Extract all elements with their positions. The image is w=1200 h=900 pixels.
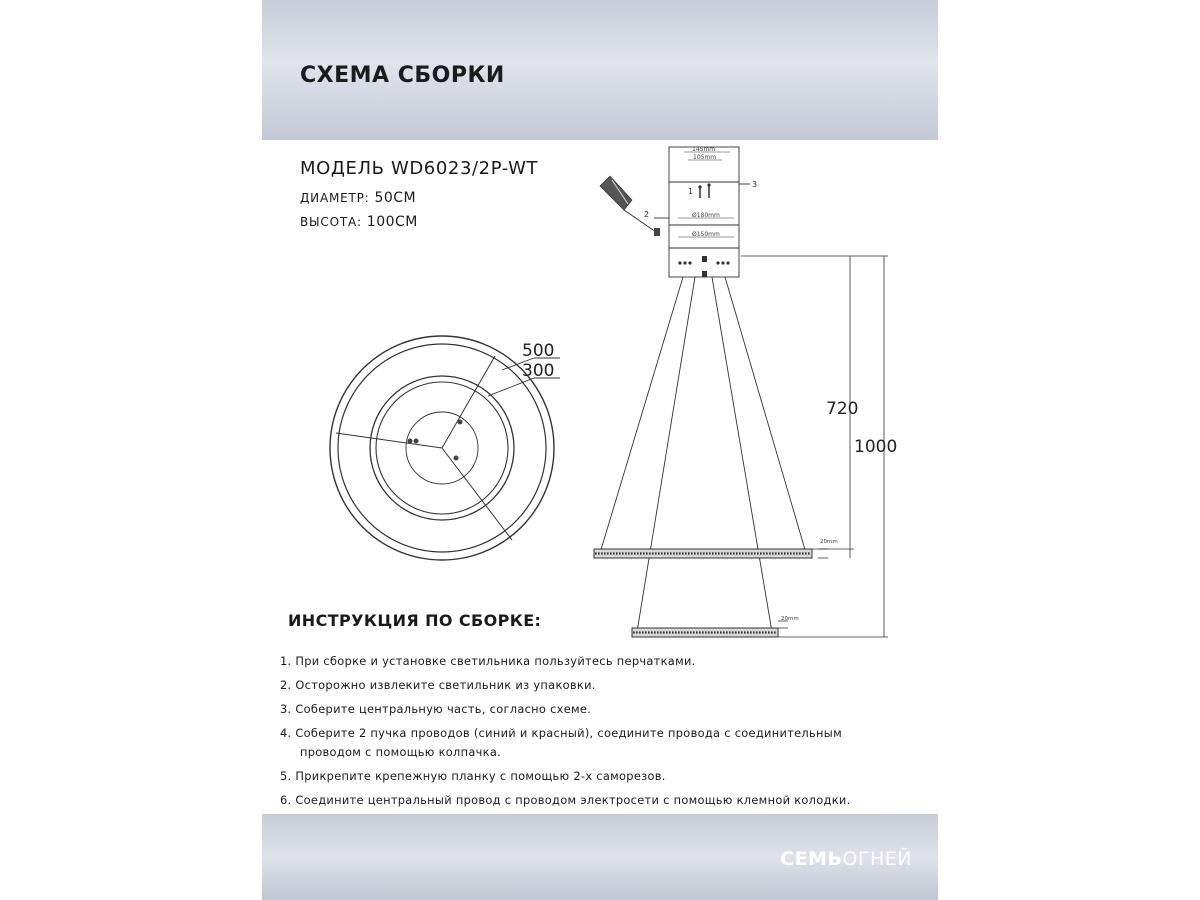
header-band bbox=[262, 0, 938, 140]
connector-detail bbox=[654, 228, 660, 236]
instruction-step: 5. Прикрепите крепежную планку с помощью 2-х саморезов. bbox=[280, 769, 666, 783]
side-view-drawing bbox=[592, 140, 938, 650]
instructions-title: ИНСТРУКЦИЯ ПО СБОРКЕ: bbox=[288, 611, 542, 630]
instruction-step: 1. При сборке и установке светильника пользуйтесь перчатками. bbox=[280, 654, 696, 668]
dim-720: 720 bbox=[826, 399, 859, 419]
instruction-step: 2. Осторожно извлеките светильник из упаковки. bbox=[280, 678, 596, 692]
instruction-step: 3. Соберите центральную часть, согласно схеме. bbox=[280, 702, 592, 716]
callout-3: 3 bbox=[752, 180, 758, 189]
suspension-cables bbox=[600, 277, 806, 632]
footer-band bbox=[262, 814, 938, 900]
page-title: СХЕМА СБОРКИ bbox=[300, 63, 505, 88]
top-view-drawing bbox=[322, 330, 582, 590]
mount-points bbox=[408, 420, 463, 461]
diameter-value: 50СМ bbox=[374, 190, 417, 206]
diameter-label: ДИАМЕТР: bbox=[300, 191, 370, 205]
canopy-dim-145: 145mm bbox=[692, 146, 716, 153]
model-number: МОДЕЛЬ WD6023/2P-WT bbox=[300, 158, 539, 179]
bracket-detail bbox=[600, 176, 632, 210]
canopy-dim-150: Ø150mm bbox=[692, 231, 720, 238]
upper-ring-profile bbox=[632, 628, 778, 637]
lower-ring-profile bbox=[594, 549, 812, 558]
canopy-connectors bbox=[678, 256, 729, 277]
wire-detail bbox=[624, 210, 656, 232]
instruction-step: 4. Соберите 2 пучка проводов (синий и красный), соедините провода с соединительным проводом с помощью колпачка. bbox=[280, 726, 842, 759]
canopy-dim-105: 105mm bbox=[693, 154, 717, 161]
instruction-steps bbox=[280, 652, 936, 815]
callout-1: 1 bbox=[688, 187, 694, 196]
callout-2: 2 bbox=[644, 210, 650, 219]
hardware-detail bbox=[600, 176, 711, 236]
spoke-upper bbox=[442, 356, 495, 448]
dim-1000: 1000 bbox=[854, 437, 898, 457]
height-label: ВЫСОТА: bbox=[300, 215, 362, 229]
instruction-step: 6. Соедините центральный провод с проводом электросети с помощью клемной колодки. bbox=[280, 793, 851, 807]
assembly-sheet bbox=[262, 0, 938, 900]
spoke-lower bbox=[442, 448, 512, 540]
ring-thickness-upper: 20mm bbox=[781, 616, 799, 622]
canopy-dim-180: Ø180mm bbox=[692, 212, 720, 219]
height-value: 100СМ bbox=[366, 214, 418, 230]
dim-inner-300: 300 bbox=[522, 361, 555, 381]
ring-thickness-lower: 20mm bbox=[820, 539, 838, 545]
dim-outer-500: 500 bbox=[522, 341, 555, 361]
brand-logo: СЕМЬОГНЕЙ bbox=[780, 848, 912, 870]
spec-height bbox=[300, 214, 418, 230]
spoke-left bbox=[336, 433, 442, 448]
spec-diameter bbox=[300, 190, 416, 206]
